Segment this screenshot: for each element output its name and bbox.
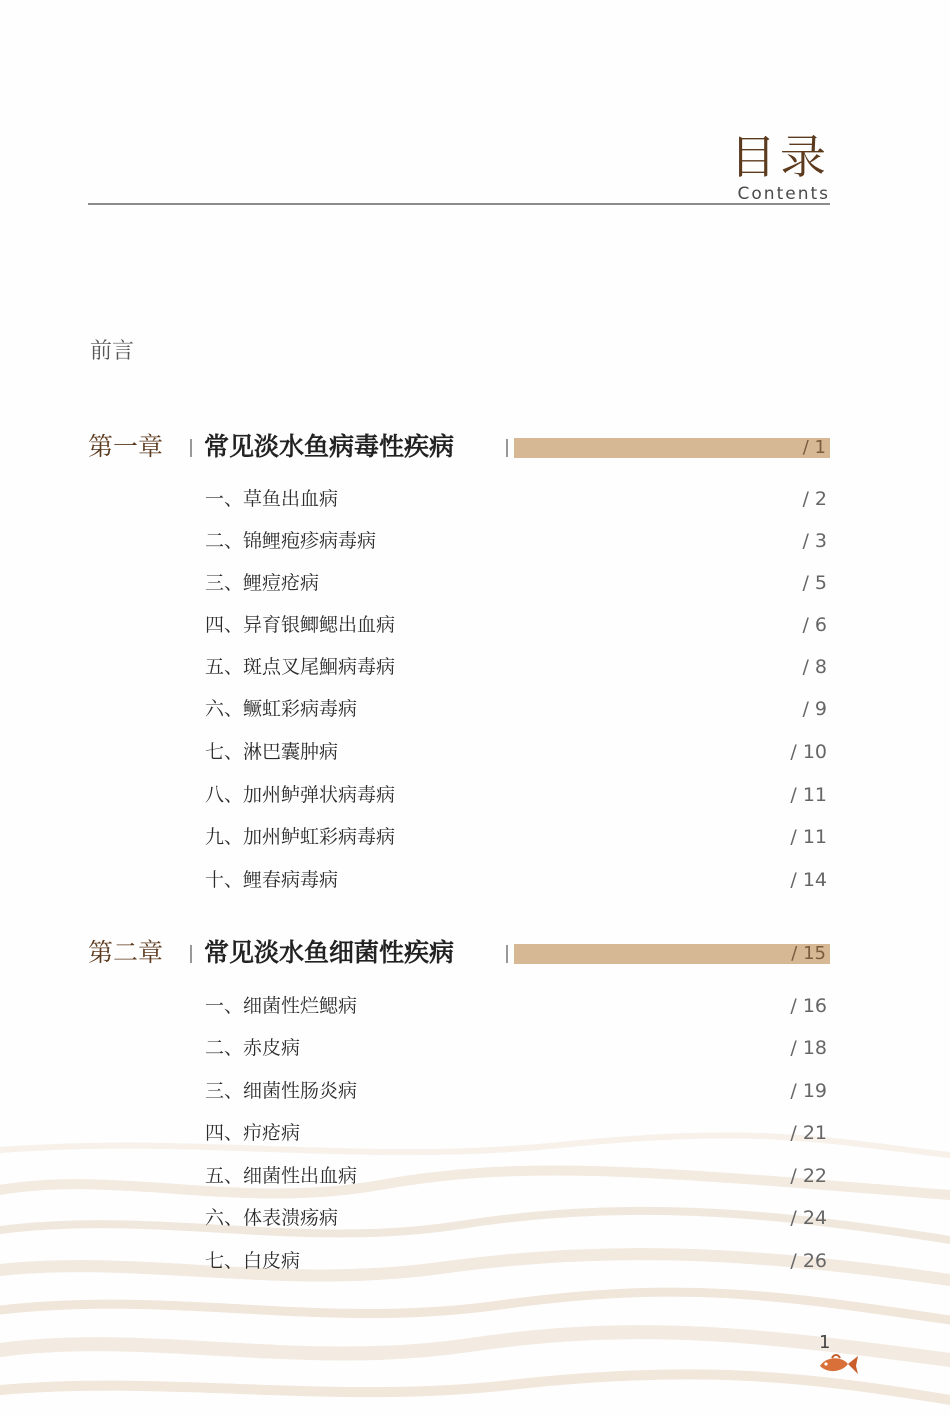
toc-header [730, 132, 830, 204]
toc-item-title: 一、草鱼出血病 [205, 488, 339, 510]
toc-item-title: 九、加州鲈虹彩病毒病 [205, 826, 396, 848]
toc-item[interactable] [205, 1161, 827, 1191]
toc-item[interactable] [205, 484, 827, 514]
toc-item-page: / 2 [802, 488, 827, 510]
divider [190, 439, 192, 457]
toc-item-title: 八、加州鲈弹状病毒病 [205, 784, 396, 806]
toc-item-title: 六、鳜虹彩病毒病 [205, 698, 358, 720]
chapter-number: 第二章 [88, 938, 164, 967]
toc-item[interactable] [205, 1203, 827, 1233]
page-title: 目录 [730, 130, 830, 184]
toc-item-title: 六、体表溃疡病 [205, 1207, 339, 1229]
toc-item-title: 十、鲤春病毒病 [205, 869, 339, 891]
toc-item[interactable] [205, 1246, 827, 1276]
chapter-heading-2[interactable] [88, 936, 832, 972]
divider [190, 945, 192, 963]
toc-item-page: / 6 [802, 614, 827, 636]
header-rule [88, 203, 830, 205]
toc-item[interactable] [205, 737, 827, 767]
toc-item-title: 四、疖疮病 [205, 1122, 301, 1144]
chapter-accent-bar [514, 438, 830, 458]
toc-item-page: / 26 [790, 1250, 827, 1272]
toc-item-title: 五、细菌性出血病 [205, 1165, 358, 1187]
toc-item-page: / 11 [790, 784, 827, 806]
toc-item[interactable] [205, 1118, 827, 1148]
toc-item-page: / 8 [802, 656, 827, 678]
toc-item[interactable] [205, 610, 827, 640]
divider [506, 439, 508, 457]
toc-item-page: / 16 [790, 995, 827, 1017]
toc-item[interactable] [205, 694, 827, 724]
toc-item-title: 三、鲤痘疮病 [205, 572, 320, 594]
toc-item-title: 一、细菌性烂鳃病 [205, 995, 358, 1017]
toc-item-page: / 24 [790, 1207, 827, 1229]
toc-item[interactable] [205, 780, 827, 810]
toc-item-page: / 10 [790, 741, 827, 763]
toc-item[interactable] [205, 991, 827, 1021]
divider [506, 945, 508, 963]
toc-item-page: / 19 [790, 1080, 827, 1102]
toc-item-title: 七、淋巴囊肿病 [205, 741, 339, 763]
chapter-title: 常见淡水鱼细菌性疾病 [204, 938, 455, 967]
toc-item-title: 四、异育银鲫鳃出血病 [205, 614, 396, 636]
toc-item[interactable] [205, 568, 827, 598]
chapter-title: 常见淡水鱼病毒性疾病 [204, 432, 455, 461]
toc-item[interactable] [205, 822, 827, 852]
toc-item-page: / 9 [802, 698, 827, 720]
page-number: 1 [819, 1332, 831, 1353]
toc-item-title: 五、斑点叉尾鮰病毒病 [205, 656, 396, 678]
chapter-page: / 15 [791, 943, 826, 964]
toc-item[interactable] [205, 652, 827, 682]
chapter-number: 第一章 [88, 432, 164, 461]
toc-item-page: / 14 [790, 869, 827, 891]
toc-item-page: / 3 [802, 530, 827, 552]
page-subtitle: Contents [737, 184, 830, 204]
toc-item[interactable] [205, 865, 827, 895]
toc-item-title: 七、白皮病 [205, 1250, 301, 1272]
chapter-page: / 1 [802, 437, 826, 458]
toc-item-page: / 18 [790, 1037, 827, 1059]
toc-item-title: 二、赤皮病 [205, 1037, 301, 1059]
preface-entry[interactable]: 前言 [90, 339, 135, 364]
toc-item-title: 二、锦鲤疱疹病毒病 [205, 530, 377, 552]
toc-item-page: / 22 [790, 1165, 827, 1187]
chapter-heading-1[interactable] [88, 430, 832, 466]
toc-item[interactable] [205, 526, 827, 556]
toc-item-page: / 11 [790, 826, 827, 848]
toc-item-title: 三、细菌性肠炎病 [205, 1080, 358, 1102]
toc-item[interactable] [205, 1076, 827, 1106]
chapter-accent-bar [514, 944, 830, 964]
toc-item-page: / 21 [790, 1122, 827, 1144]
toc-item[interactable] [205, 1033, 827, 1063]
toc-item-page: / 5 [802, 572, 827, 594]
